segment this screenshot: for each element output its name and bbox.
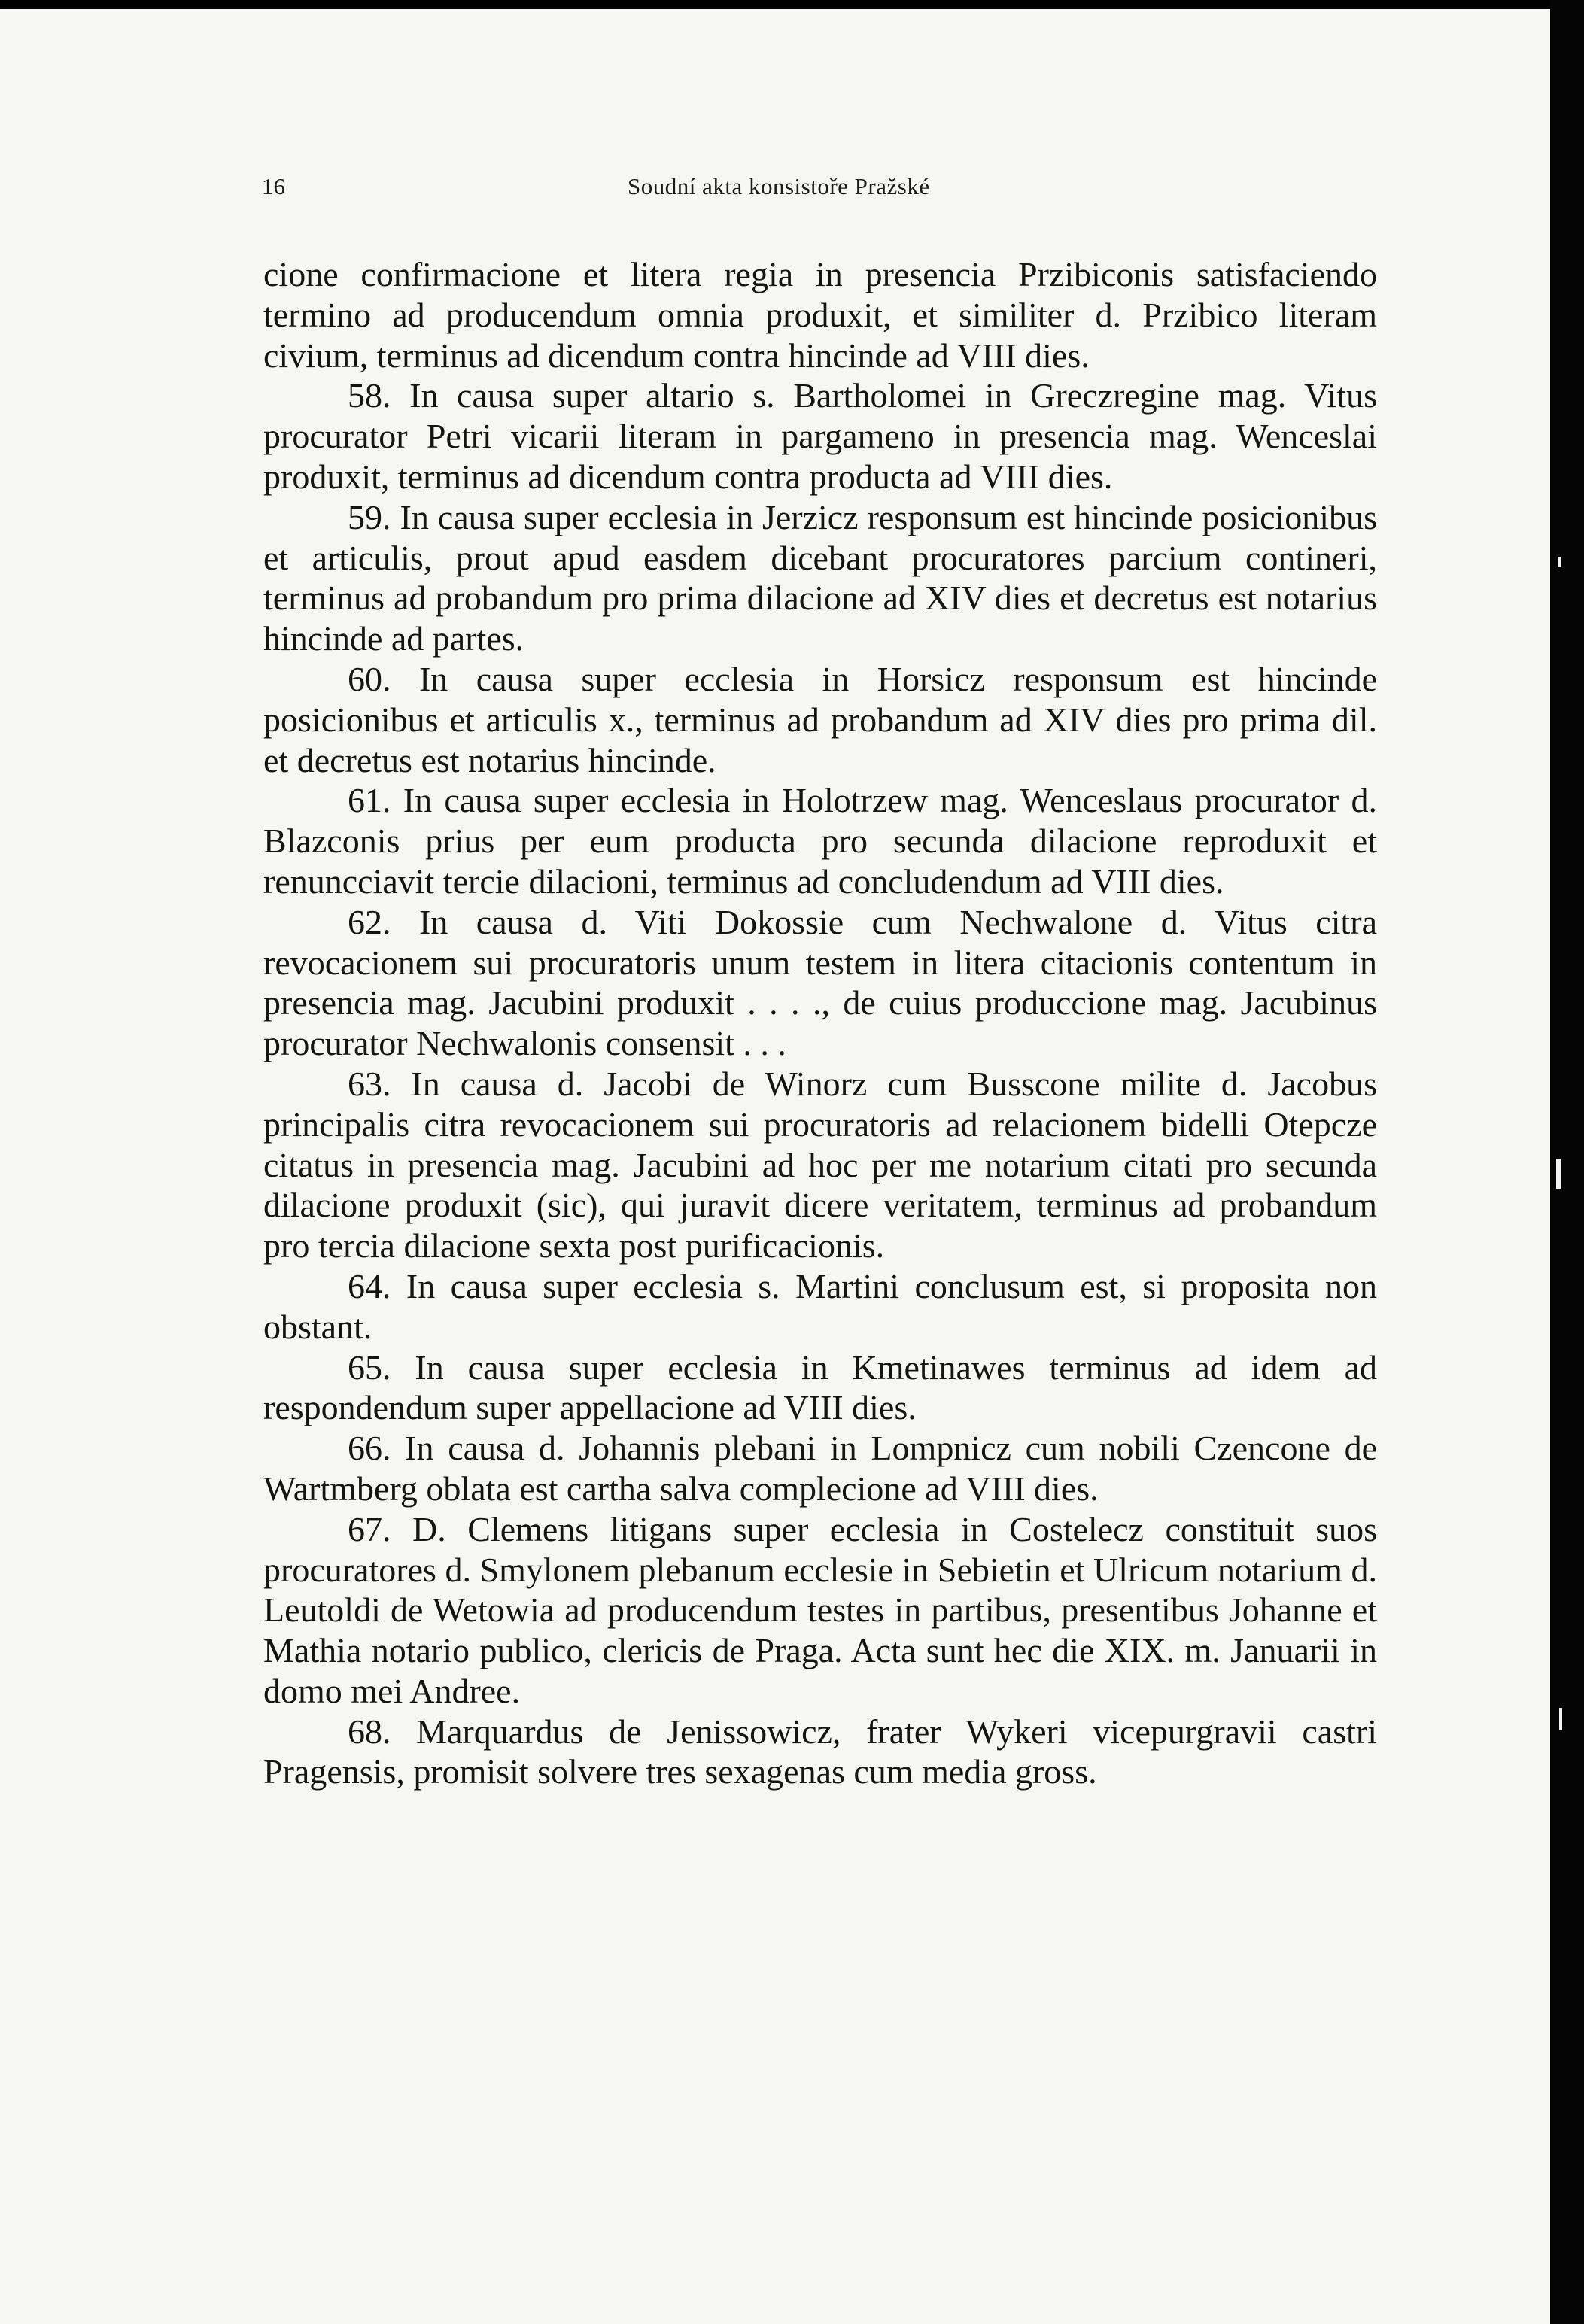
edge-speck [1558,557,1561,567]
entry-59: 59. In causa super ecclesia in Jerzicz responsum est hincinde posicionibus et articulis, prout apud easdem dicebant procuratores parcium contineri, terminus ad probandum pro prima dilacione ad XIV dies et decretus est notarius hincinde ad partes. [263,497,1377,658]
page-number: 16 [262,173,285,199]
body-text [263,254,1377,1792]
edge-speck [1556,1159,1561,1189]
document-page [0,9,1550,2324]
running-title: Soudní akta konsistoře Pražské [628,173,930,199]
entry-67: 67. D. Clemens litigans super ecclesia in Costelecz constituit suos procuratores d. Smylonem plebanum ecclesie in Sebietin et Ulricum notarium d. Leutoldi de Wetowia ad producendum testes in partibus, presentibus Johanne et Mathia notario publico, clericis de Praga. Acta sunt hec die XIX. m. Januarii in domo mei Andree. [263,1509,1377,1710]
entry-61: 61. In causa super ecclesia in Holotrzew mag. Wenceslaus procurator d. Blazconis prius per eum producta pro secunda dilacione reproduxit et renuncciavit tercie dilacioni, terminus ad concludendum ad VIII dies. [263,781,1377,901]
entry-60: 60. In causa super ecclesia in Horsicz responsum est hincinde posicionibus et articulis x., terminus ad probandum ad XIV dies pro prima dil. et decretus est notarius hincinde. [263,659,1377,779]
entry-58: 58. In causa super altario s. Bartholomei in Greczregine mag. Vitus procurator Petri vicarii literam in pargameno in presencia mag. Wenceslai produxit, terminus ad dicendum contra producta ad VIII dies. [263,376,1377,496]
entry-62: 62. In causa d. Viti Dokossie cum Nechwalone d. Vitus citra revocacionem sui procuratoris unum testem in litera citacionis contentum in presencia mag. Jacubini produxit . . . ., de cuius produccione mag. Jacubinus procurator Nechwalonis consensit . . . [263,902,1377,1063]
entry-68: 68. Marquardus de Jenissowicz, frater Wykeri vicepurgravii castri Pragensis, promisit solvere tres sexagenas cum media gross. [263,1712,1377,1791]
edge-speck [1559,1708,1562,1730]
entry-65: 65. In causa super ecclesia in Kmetinawes terminus ad idem ad respondendum super appellacione ad VIII dies. [263,1347,1377,1427]
paragraph-continuation: cione confirmacione et litera regia in presencia Przibiconis satisfaciendo termino ad producendum omnia produxit, et similiter d. Przibico literam civium, terminus ad dicendum contra hincinde ad VIII dies. [263,255,1377,375]
scan-dark-edge [1550,0,1584,2324]
entry-66: 66. In causa d. Johannis plebani in Lompnicz cum nobili Czencone de Wartmberg oblata est cartha salva complecione ad VIII dies. [263,1429,1377,1508]
entry-63: 63. In causa d. Jacobi de Winorz cum Busscone milite d. Jacobus principalis citra revocacionem sui procuratoris ad relacionem bidelli Otepcze citatus in presencia mag. Jacubini ad hoc per me notarium citati pro secunda dilacione produxit (sic), qui juravit dicere veritatem, terminus ad probandum pro tercia dilacione sexta post purificacionis. [263,1064,1377,1265]
entry-64: 64. In causa super ecclesia s. Martini conclusum est, si proposita non obstant. [263,1266,1377,1346]
